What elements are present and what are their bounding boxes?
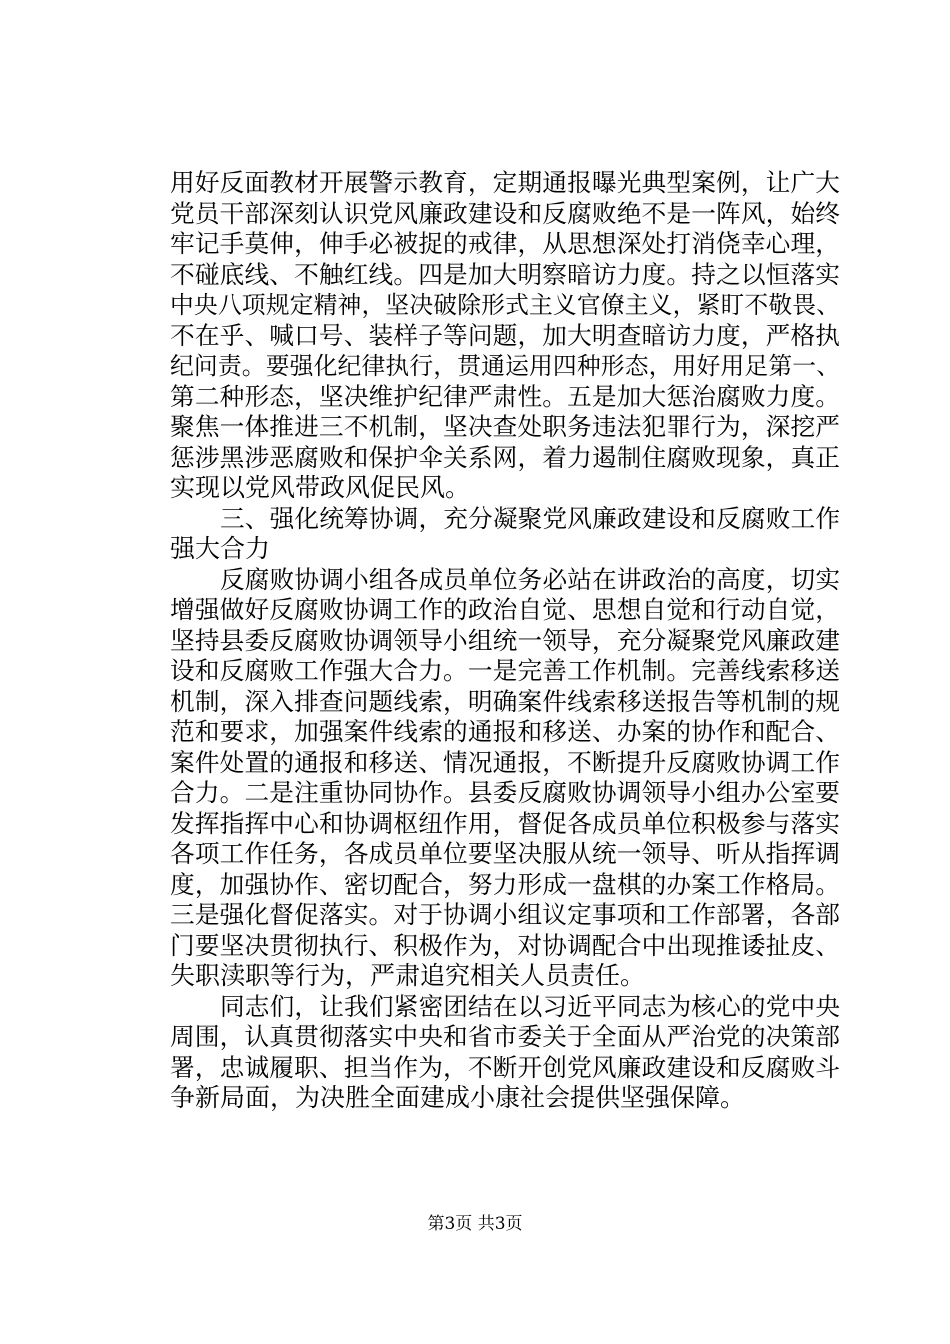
text-line: 三是强化督促落实。对于协调小组议定事项和工作部署，各部 — [170, 900, 840, 929]
text-line: 聚焦一体推进三不机制，坚决查处职务违法犯罪行为，深挖严 — [170, 412, 840, 441]
text-line: 范和要求，加强案件线索的通报和移送、办案的协作和配合、 — [170, 717, 840, 746]
text-line: 案件处置的通报和移送、情况通报，不断提升反腐败协调工作 — [170, 747, 840, 777]
text-line: 周围，认真贯彻落实中央和省市委关于全面从严治党的决策部 — [170, 1022, 840, 1051]
text-line: 发挥指挥中心和协调枢纽作用，督促各成员单位积极参与落实 — [170, 808, 840, 838]
text-line: 中央八项规定精神，坚决破除形式主义官僚主义，紧盯不敬畏、 — [170, 291, 840, 319]
text-line: 争新局面，为决胜全面建成小康社会提供坚强保障。 — [170, 1083, 746, 1112]
text-line: 三、强化统筹协调，充分凝聚党风廉政建设和反腐败工作 — [220, 503, 840, 533]
body-text — [170, 168, 840, 1114]
text-line: 用好反面教材开展警示教育，定期通报曝光典型案例，让广大 — [170, 168, 840, 197]
page-footer: 第3页 共3页 — [427, 1214, 523, 1234]
text-line: 纪问责。要强化纪律执行，贯通运用四种形态，用好用足第一、 — [170, 352, 840, 380]
text-line: 增强做好反腐败协调工作的政治自觉、思想自觉和行动自觉， — [170, 595, 840, 624]
text-line: 不在乎、喊口号、装样子等问题，加大明查暗访力度，严格执 — [170, 320, 840, 350]
text-line: 合力。二是注重协同协作。县委反腐败协调领导小组办公室要 — [170, 778, 840, 807]
text-line: 设和反腐败工作强大合力。一是完善工作机制。完善线索移送 — [170, 656, 840, 685]
text-line: 门要坚决贯彻执行、积极作为，对协调配合中出现推诿扯皮、 — [170, 930, 840, 960]
text-line: 机制，深入排查问题线索，明确案件线索移送报告等机制的规 — [170, 686, 840, 716]
text-line: 党员干部深刻认识党风廉政建设和反腐败绝不是一阵风，始终 — [170, 198, 840, 228]
text-line: 强大合力 — [170, 534, 271, 563]
text-line: 不碰底线、不触红线。四是加大明察暗访力度。持之以恒落实 — [170, 259, 840, 289]
text-line: 反腐败协调小组各成员单位务必站在讲政治的高度，切实 — [220, 564, 840, 594]
text-line: 度，加强协作、密切配合，努力形成一盘棋的办案工作格局。 — [170, 869, 840, 899]
text-line: 牢记手莫伸，伸手必被捉的戒律，从思想深处打消侥幸心理， — [170, 229, 840, 258]
text-line: 失职渎职等行为，严肃追究相关人员责任。 — [170, 961, 646, 990]
text-line: 同志们，让我们紧密团结在以习近平同志为核心的党中央 — [220, 991, 840, 1021]
text-line: 惩涉黑涉恶腐败和保护伞关系网，着力遏制住腐败现象，真正 — [170, 442, 840, 472]
text-line: 实现以党风带政风促民风。 — [170, 473, 471, 502]
text-line: 第二种形态，坚决维护纪律严肃性。五是加大惩治腐败力度。 — [170, 381, 840, 411]
text-line: 各项工作任务，各成员单位要坚决服从统一领导、听从指挥调 — [170, 839, 840, 868]
text-line: 坚持县委反腐败协调领导小组统一领导，充分凝聚党风廉政建 — [170, 625, 840, 655]
text-line: 署，忠诚履职、担当作为，不断开创党风廉政建设和反腐败斗 — [170, 1052, 840, 1082]
